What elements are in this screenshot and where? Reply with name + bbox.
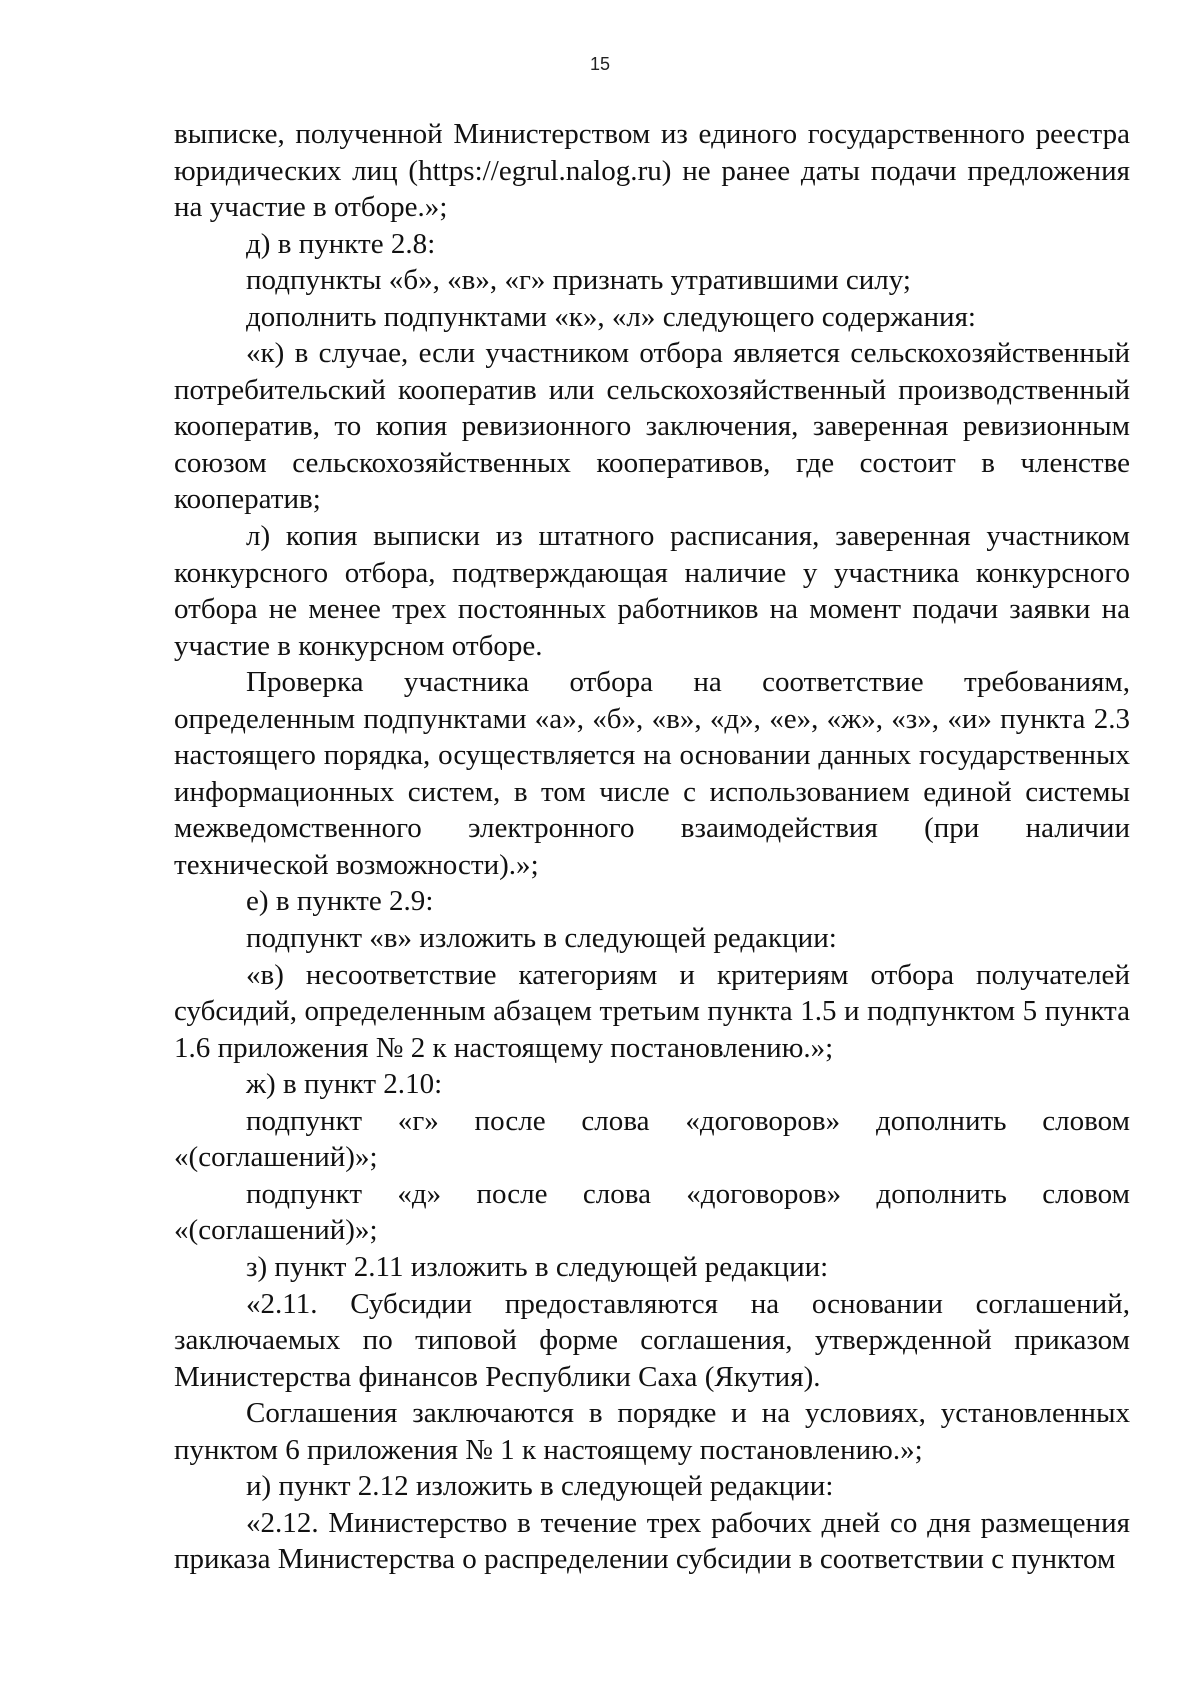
- paragraph-item-2-11: «2.11. Субсидии предоставляются на основании соглашений, заключаемых по типовой форме соглашения, утвержденной приказом Министерства финансов Республики Саха (Якутия).: [174, 1287, 1130, 1393]
- paragraph-subitem-k: «к) в случае, если участником отбора является сельскохозяйственный потребительский кооператив или сельскохозяйственный производственный кооператив, то копия ревизионного заключения, заверенная ревизионным союзом сельскохозяйственных кооперативов, где состоит в членстве кооператив;: [174, 337, 1130, 516]
- paragraph-subitem-v-text: «в) несоответствие категориям и критериям отбора получателей субсидий, определенным абзацем третьим пункта 1.5 и подпунктом 5 пункта 1.6 приложения № 2 к настоящему постановлению.»;: [174, 958, 1130, 1064]
- document-body: [174, 116, 1130, 1578]
- paragraph-subsection-zh: ж) в пункт 2.10:: [246, 1068, 443, 1101]
- paragraph-agreements-order: Соглашения заключаются в порядке и на условиях, установленных пунктом 6 приложения № 1 к настоящему постановлению.»;: [174, 1397, 1130, 1466]
- paragraph-verification: Проверка участника отбора на соответствие требованиям, определенным подпунктами «а», «б», «в», «д», «е», «ж», «з», «и» пункта 2.3 настоящего порядка, осуществляется на основании данных государственных информационных систем, в том числе с использованием единой системы межведомственного электронного взаимодействия (при наличии технической возможности).»;: [174, 666, 1130, 881]
- paragraph-subitem-g-agreements: подпункт «г» после слова «договоров» дополнить словом «(соглашений)»;: [174, 1104, 1130, 1174]
- paragraph-subsection-d: д) в пункте 2.8:: [246, 227, 436, 260]
- paragraph-item-2-12: «2.12. Министерство в течение трех рабочих дней со дня размещения приказа Министерства о распределении субсидии в соответствии с пунктом: [174, 1506, 1130, 1576]
- paragraph-subitem-v-edit: подпункт «в» изложить в следующей редакции:: [246, 922, 837, 955]
- paragraph-subitem-l: л) копия выписки из штатного расписания, заверенная участником конкурсного отбора, подтверждающая наличие у участника конкурсного отбора не менее трех постоянных работников на момент подачи заявки на участие в конкурсном отборе.: [174, 520, 1130, 662]
- paragraph-subitem-d-agreements: подпункт «д» после слова «договоров» дополнить словом «(соглашений)»;: [174, 1177, 1130, 1247]
- paragraph-subsection-i: и) пункт 2.12 изложить в следующей редакции:: [246, 1470, 834, 1503]
- paragraph-subsection-e: е) в пункте 2.9:: [246, 885, 434, 918]
- paragraph-continued: выписке, полученной Министерством из единого государственного реестра юридических лиц (https://egrul.nalog.ru) не ранее даты подачи предложения на участие в отборе.»;: [174, 118, 1130, 224]
- page-number: 15: [589, 54, 611, 74]
- paragraph-invalid-subitems: подпункты «б», «в», «г» признать утратившими силу;: [246, 264, 912, 297]
- paragraph-subsection-z: з) пункт 2.11 изложить в следующей редакции:: [246, 1250, 829, 1283]
- paragraph-add-subitems: дополнить подпунктами «к», «л» следующего содержания:: [246, 300, 977, 333]
